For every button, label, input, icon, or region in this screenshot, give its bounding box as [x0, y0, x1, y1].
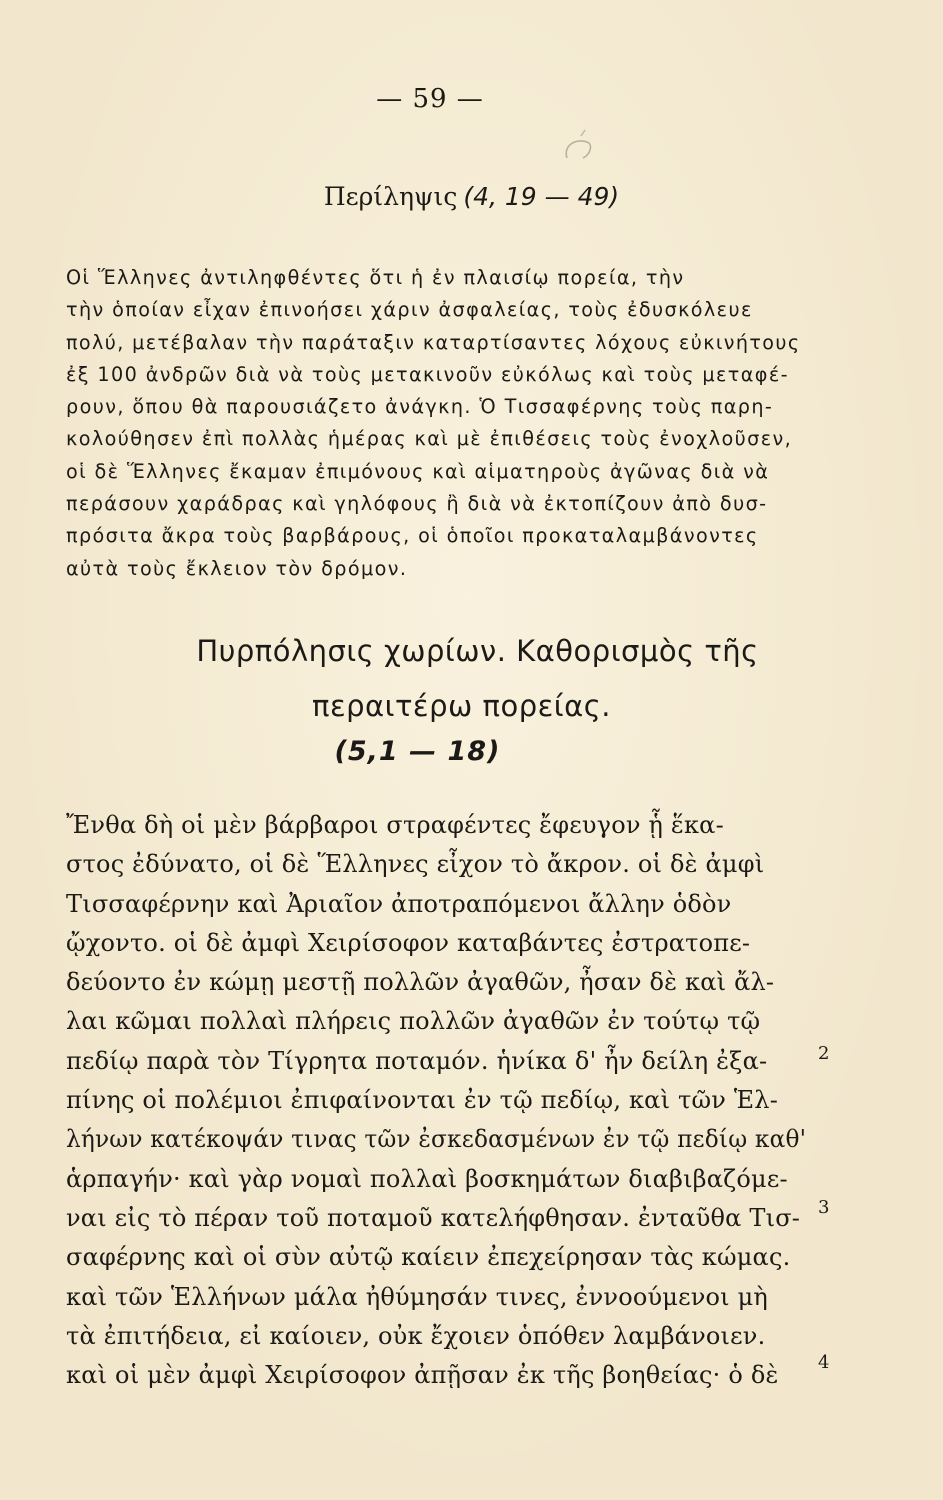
text-line: Ἔνθα δὴ οἱ μὲν βάρβαροι στραφέντες ἔφευγον ᾗ ἕκα- [66, 811, 724, 839]
text-line: καὶ οἱ μὲν ἀμφὶ Χειρίσοφον ἀπῇσαν ἐκ τῆς βοηθείας· ὁ δὲ [66, 1361, 779, 1390]
text-line: ἁρπαγήν· καὶ γὰρ νομαὶ πολλαὶ βοσκημάτων διαβιβαζόμε- [66, 1164, 788, 1193]
section-reference: (5,1 — 18) [334, 736, 501, 767]
text-line: σαφέρνης καὶ οἱ σὺν αὐτῷ καίειν ἐπεχείρησαν τὰς κώμας. [66, 1243, 791, 1272]
text-line: δεύοντο ἐν κώμῃ μεστῇ πολλῶν ἀγαθῶν, ἦσαν δὲ καὶ ἄλ- [66, 968, 775, 997]
summary-paragraph [66, 262, 801, 585]
text-line: ᾤχοντο. οἱ δὲ ἀμφὶ Χειρίσοφον καταβάντες ἐστρατοπε- [66, 928, 751, 957]
text-line: ναι εἰς τὸ πέραν τοῦ ποταμοῦ κατελήφθησαν. ἐνταῦθα Τισ- [66, 1203, 801, 1232]
text-line: τὰ ἐπιτήδεια, εἰ καίοιεν, οὐκ ἔχοιεν ὁπόθεν λαμβάνοιεν. [66, 1321, 766, 1350]
summary-line: κολούθησεν ἐπὶ πολλὰς ἡμέρας καὶ μὲ ἐπιθέσεις τοὺς ἐνοχλοῦσεν, [66, 427, 793, 451]
section-title-line-1: Πυρπόλησις χωρίων. Καθορισμὸς τῆς [196, 634, 759, 668]
summary-line: πρόσιτα ἄκρα τοὺς βαρβάρους, οἱ ὁποῖοι προκαταλαμβάνοντες [66, 524, 759, 548]
text-line: πίνης οἱ πολέμιοι ἐπιφαίνονται ἐν τῷ πεδίῳ, καὶ τῶν Ἑλ- [66, 1086, 779, 1115]
pencil-mark-icon [555, 128, 605, 170]
text-line: καὶ τῶν Ἑλλήνων μάλα ἠθύμησάν τινες, ἐννοούμενοι μὴ [66, 1282, 768, 1311]
summary-line: οἱ δὲ Ἕλληνες ἔκαμαν ἐπιμόνους καὶ αἱματηροὺς ἀγῶνας διὰ νὰ [66, 459, 770, 483]
text-line: λήνων κατέκοψάν τινας τῶν ἐσκεδασμένων ἐν τῷ πεδίῳ καθ' [66, 1125, 807, 1154]
summary-heading-ref: (4, 19 — 49) [463, 182, 620, 211]
summary-heading [0, 182, 943, 211]
text-line: λαι κῶμαι πολλαὶ πλήρεις πολλῶν ἀγαθῶν ἐν τούτῳ τῷ [66, 1007, 761, 1036]
summary-line: Οἱ Ἕλληνες ἀντιληφθέντες ὅτι ἡ ἐν πλαισίῳ πορεία, τὴν [66, 266, 685, 289]
section-margin-number: 3 [818, 1197, 830, 1218]
summary-line: περάσουν χαράδρας καὶ γηλόφους ἢ διὰ νὰ ἐκτοπίζουν ἀπὸ δυσ- [66, 492, 768, 516]
summary-line: αὐτὰ τοὺς ἔκλειον τὸν δρόμον. [66, 556, 408, 580]
section-margin-number: 2 [818, 1043, 830, 1064]
summary-heading-label: Περίληψις [323, 182, 458, 211]
greek-text-body [66, 806, 806, 1395]
summary-line: ρουν, ὅπου θὰ παρουσιάζετο ἀνάγκη. Ὁ Τισσαφέρνης τοὺς παρη- [66, 395, 774, 419]
summary-line: ἐξ 100 ἀνδρῶν διὰ νὰ τοὺς μετακινοῦν εὐκόλως καὶ τοὺς μεταφέ- [66, 362, 789, 386]
summary-line: πολύ, μετέβαλαν τὴν παράταξιν καταρτίσαντες λόχους εὐκινήτους [66, 330, 801, 354]
page-number: — 59 — [376, 84, 484, 114]
text-line: στος ἐδύνατο, οἱ δὲ Ἕλληνες εἶχον τὸ ἄκρον. οἱ δὲ ἀμφὶ [66, 850, 765, 879]
section-title-line-2: περαιτέρω πορείας. [312, 689, 611, 723]
text-line: πεδίῳ παρὰ τὸν Τίγρητα ποταμόν. ἡνίκα δ' ἦν δείλη ἐξα- [66, 1046, 768, 1075]
text-line: Τισσαφέρνην καὶ Ἀριαῖον ἀποτραπόμενοι ἄλλην ὁδὸν [66, 889, 732, 918]
section-margin-number: 4 [818, 1352, 830, 1373]
summary-line: τὴν ὁποίαν εἶχαν ἐπινοήσει χάριν ἀσφαλείας, τοὺς ἐδυσκόλευε [66, 298, 753, 322]
